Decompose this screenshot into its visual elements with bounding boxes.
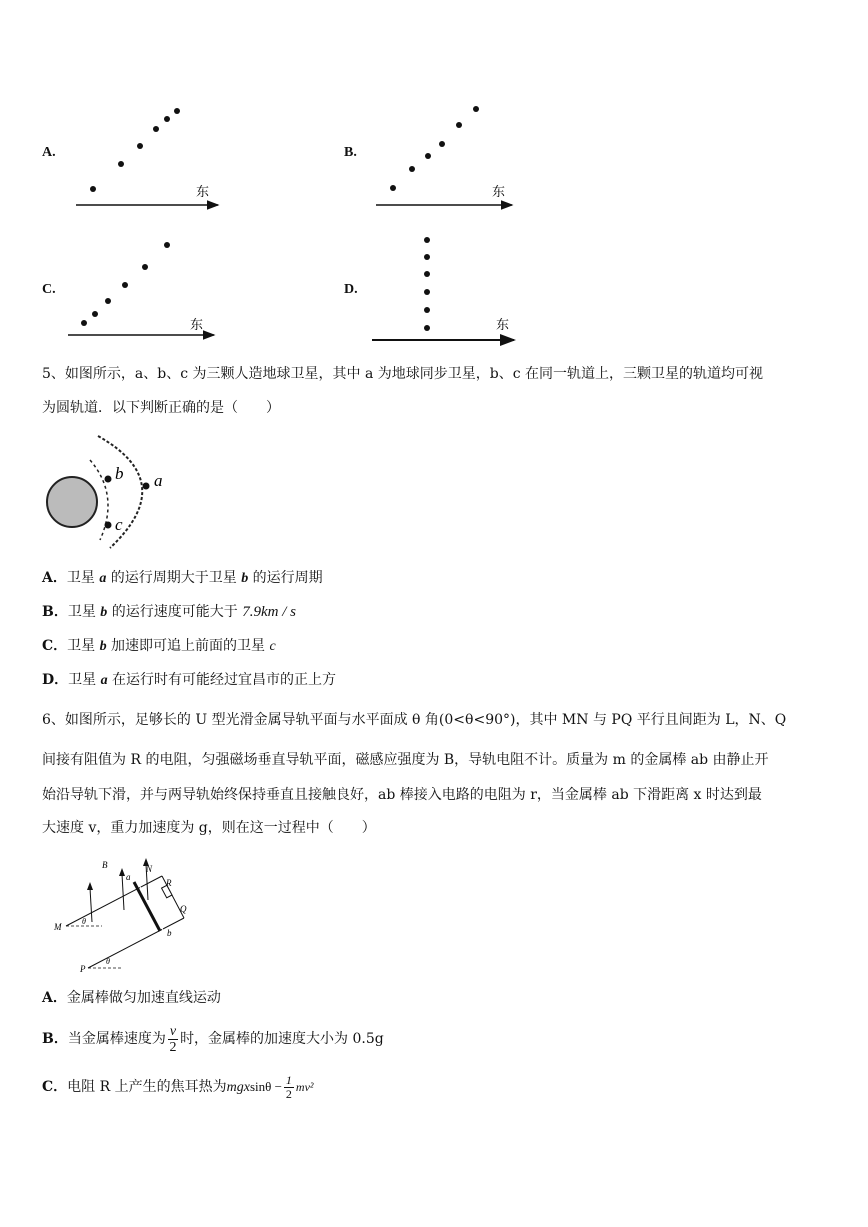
satellite-a (143, 483, 150, 490)
option-a-figure (76, 108, 218, 205)
east-label-a: 东 (196, 184, 210, 199)
svg-text:θ: θ (106, 957, 110, 966)
q6-stem-line2: 间接有阻值为 R 的电阻，匀强磁场垂直导轨平面，磁感应强度为 B，导轨电阻不计。质量为 m 的金属棒 ab 由静止开 (42, 752, 769, 768)
svg-text:M: M (54, 922, 62, 932)
option-b-label: B. (344, 145, 357, 160)
q6-stem-line3: 始沿导轨下滑，并与两导轨始终保持垂直且接触良好，ab 棒接入电路的电阻为 r，当金属棒 ab 下滑距离 x 时达到最 (42, 787, 762, 803)
svg-text:P: P (80, 964, 86, 974)
q5-option-c: C．卫星 b 加速即可追上前面的卫星 c (42, 638, 276, 654)
option-d-label: D. (344, 282, 358, 297)
svg-text:b: b (167, 928, 172, 938)
option-d-figure (372, 237, 514, 340)
svg-text:R: R (166, 878, 172, 888)
east-label-b: 东 (492, 184, 506, 199)
option-c-figure (68, 242, 214, 335)
satellite-c (105, 522, 112, 529)
q5-option-d: D．卫星 a 在运行时有可能经过宜昌市的正上方 (42, 672, 337, 688)
svg-text:a: a (126, 872, 131, 882)
q6-rail-figure (52, 852, 202, 977)
q6-stem-line4: 大速度 v，重力加速度为 g，则在这一过程中（ ） (42, 820, 376, 836)
earth-circle (47, 477, 97, 527)
svg-text:B: B (102, 860, 108, 870)
label-c: c (115, 515, 123, 534)
q5-satellite-figure (40, 430, 190, 552)
q5-stem-line1: 5、如图所示，a、b、c 为三颗人造地球卫星，其中 a 为地球同步卫星，b、c 在同一轨道上，三颗卫星的轨道均可视 (42, 366, 764, 382)
east-label-d: 东 (496, 317, 510, 332)
svg-text:θ: θ (82, 917, 86, 926)
q6-stem-line1: 6、如图所示，足够长的 U 型光滑金属导轨平面与水平面成 θ 角(0<θ<90°)，其中 MN 与 PQ 平行且间距为 L，N、Q (42, 712, 787, 728)
svg-text:N: N (146, 864, 153, 874)
q5-option-a: A．卫星 a 的运行周期大于卫星 b 的运行周期 (42, 570, 323, 586)
q6-option-a: A．金属棒做匀加速直线运动 (42, 990, 221, 1006)
option-c-label: C. (42, 282, 56, 297)
q6-option-b: B．当金属棒速度为 $\frac{v}{2}$ 时，金属棒的加速度大小为 0.5g (42, 1023, 384, 1055)
label-a: a (154, 471, 163, 490)
q6-option-c: C．电阻 R 上产生的焦耳热为mgxsinθ − $\frac{1}{2}$ mv² (42, 1072, 314, 1101)
option-b-figure (376, 106, 512, 205)
satellite-b (105, 476, 112, 483)
q4-option-figures (0, 95, 868, 350)
option-a-label: A. (42, 145, 56, 160)
q5-option-b: B．卫星 b 的运行速度可能大于 7.9km / s (42, 604, 296, 620)
svg-text:Q: Q (180, 904, 187, 914)
label-b: b (115, 464, 124, 483)
east-label-c: 东 (190, 317, 204, 332)
q5-stem-line2: 为圆轨道．以下判断正确的是（ ） (42, 400, 280, 416)
